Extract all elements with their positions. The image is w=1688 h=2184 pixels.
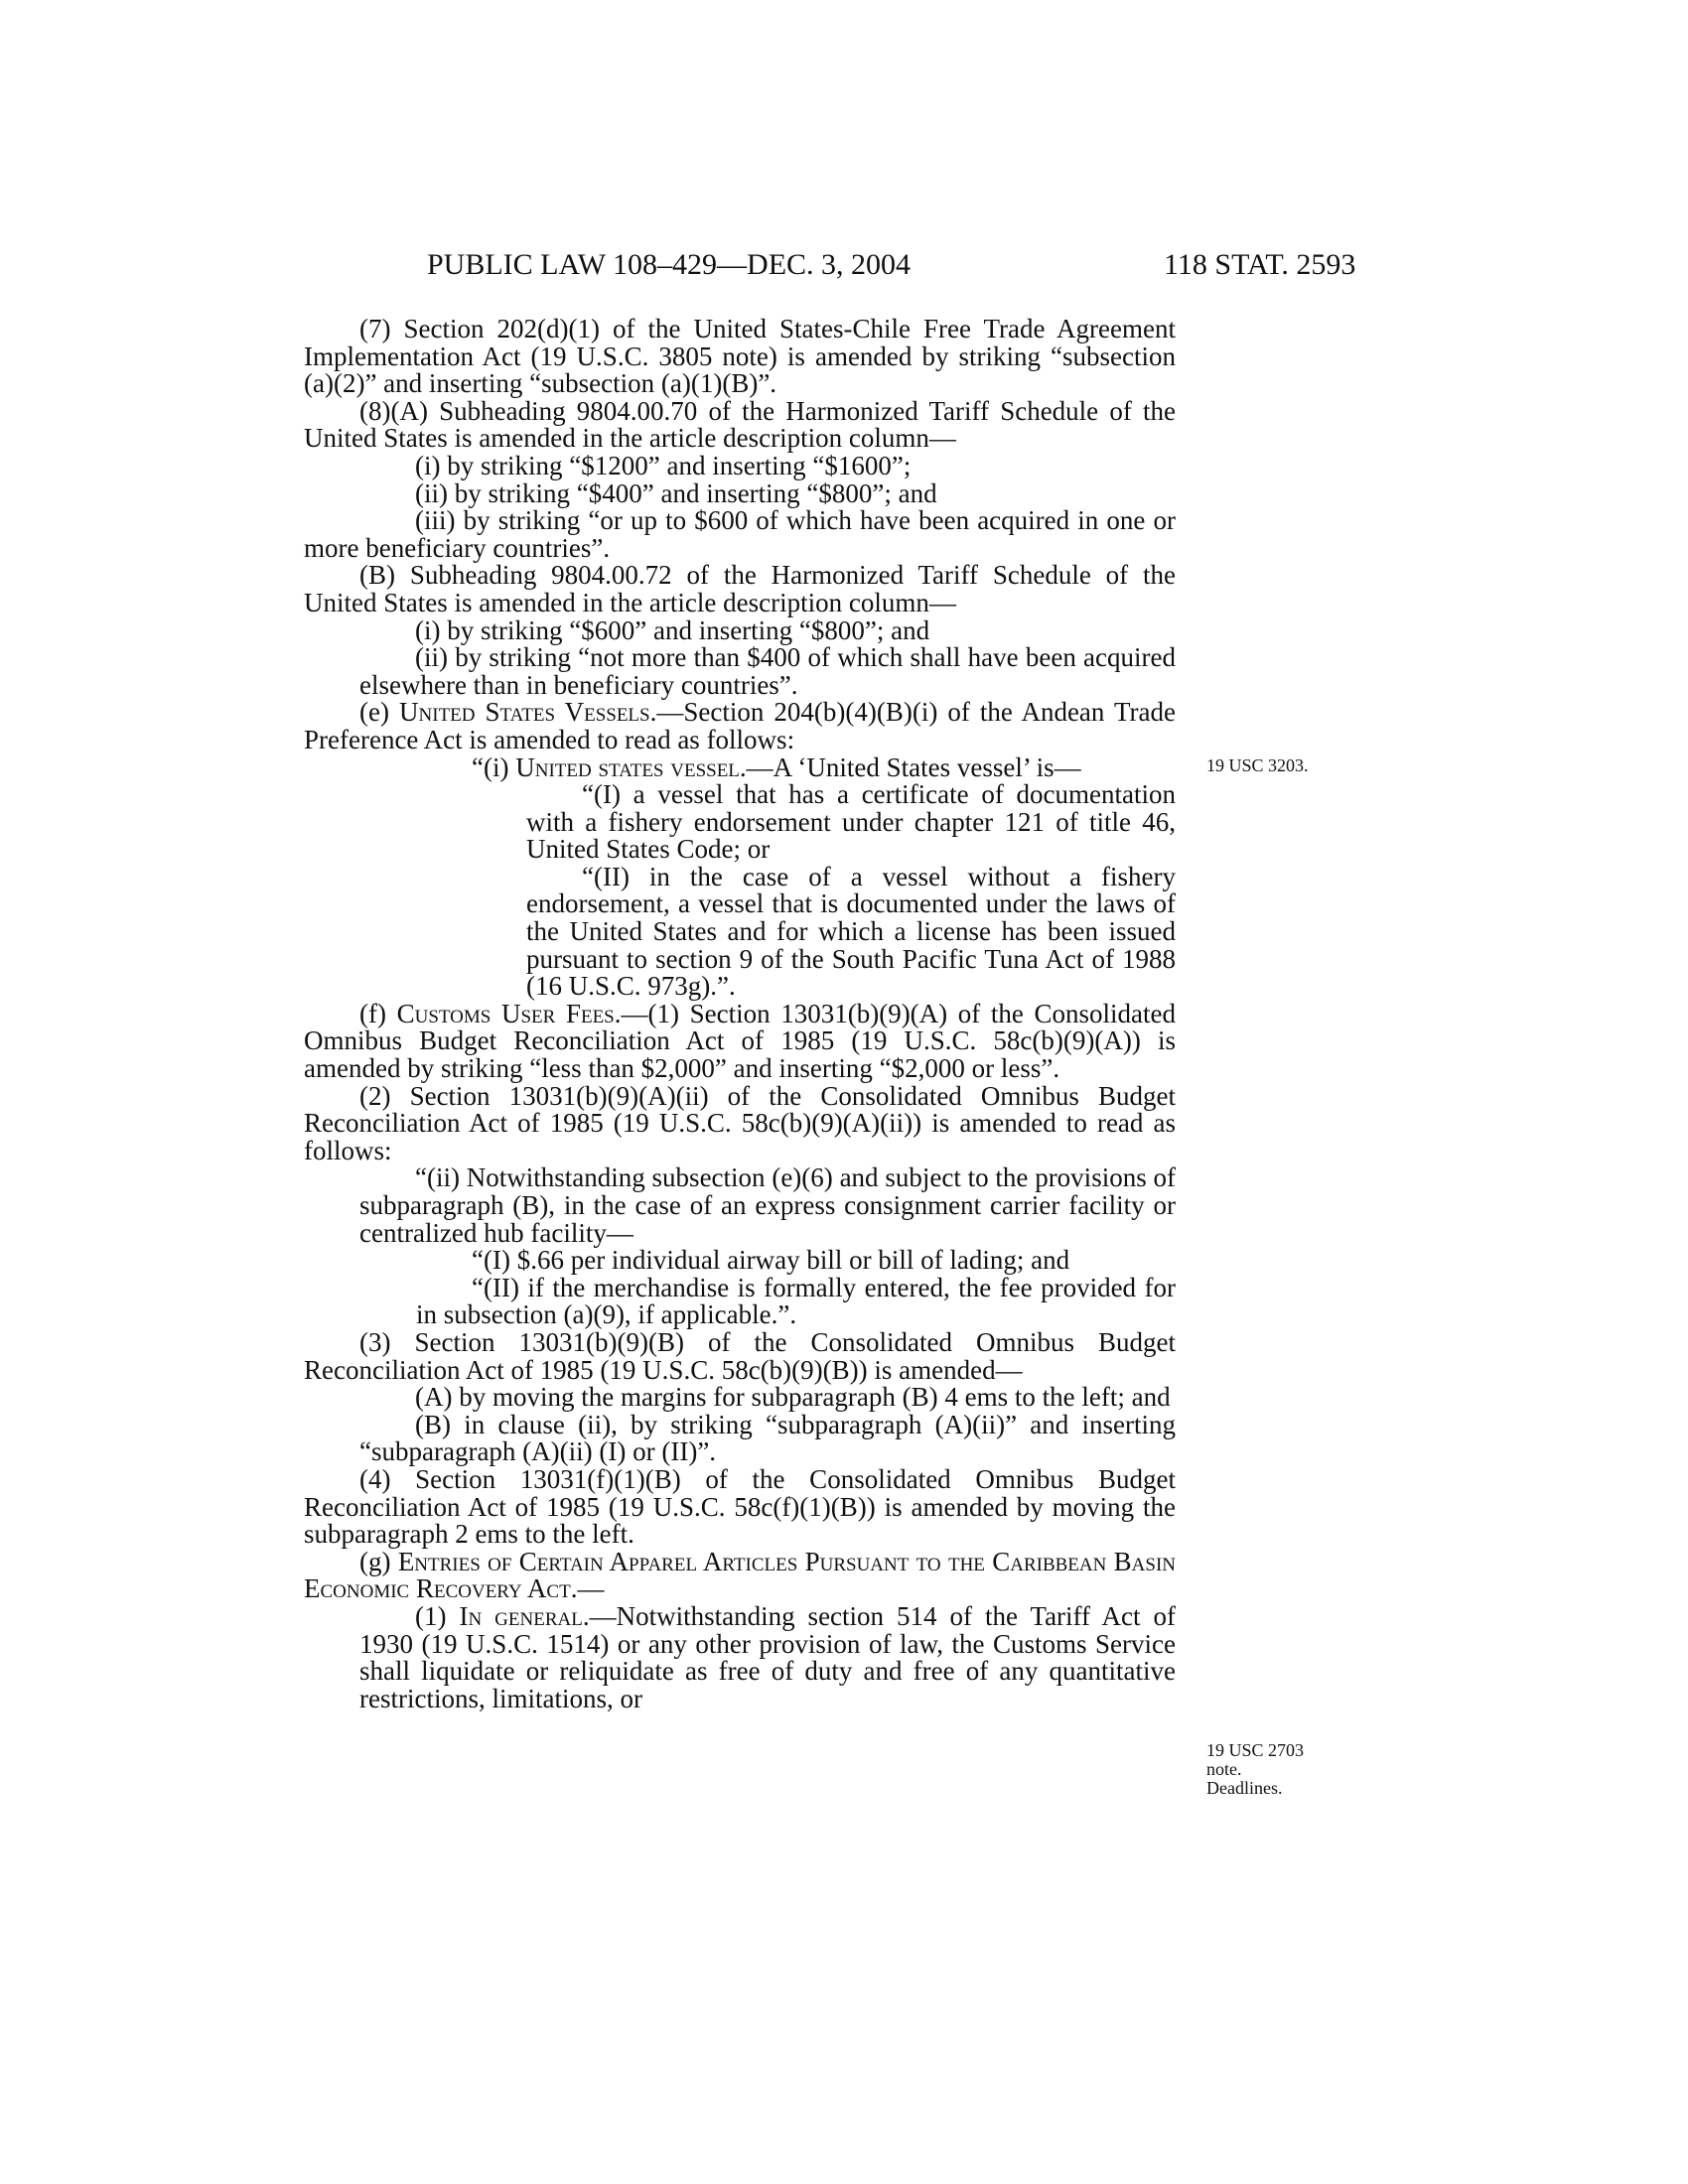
paragraph: (B) Subheading 9804.00.72 of the Harmonized Tariff Schedule of the United States is amended in the article description column— <box>304 560 1176 617</box>
paragraph: (f) Customs User Fees.—(1) Section 13031(b)(9)(A) of the Consolidated Omnibus Budget Reconciliation Act of 1985 (19 U.S.C. 58c(b)(9)(A)) is amended by striking “less than $2,000” and inserting “$2,000 or less”. <box>304 998 1176 1084</box>
paragraph: (g) Entries of Certain Apparel Articles Pursuant to the Caribbean Basin Economic Recovery Act.— <box>304 1546 1177 1604</box>
clause: (A) by moving the margins for subparagraph (B) 4 ems to the left; and <box>415 1382 1171 1413</box>
paragraph: (e) United States Vessels.—Section 204(b)(4)(B)(i) of the Andean Trade Preference Act is amended to read as follows: <box>304 697 1176 754</box>
running-header-title: PUBLIC LAW 108–429—DEC. 3, 2004 <box>427 248 912 281</box>
paragraph-heading: In general <box>459 1600 583 1631</box>
paragraph: (7) Section 202(d)(1) of the United States-Chile Free Trade Agreement Implementation Act (19 U.S.C. 3805 note) is amended by striking “subsection (a)(2)” and inserting “subsection (a)(1)(B)”. <box>304 314 1176 399</box>
margin-note: 19 USC 3203. <box>1206 755 1309 775</box>
clause: (B) in clause (ii), by striking “subparagraph (A)(ii)” and inserting “subparagraph (A)(ii) (I) or (II)”. <box>359 1409 1176 1467</box>
section-heading: Entries of Certain Apparel Articles Pursuant to the Caribbean Basin Economic Recovery Act <box>304 1546 1177 1604</box>
quoted-clause: “(i) United states vessel.—A ‘United States vessel’ is— <box>472 751 1081 782</box>
running-header-page: 118 STAT. 2593 <box>1164 248 1356 281</box>
clause: (i) by striking “$600” and inserting “$800”; and <box>415 614 930 645</box>
quoted-subclause: “(II) if the merchandise is formally entered, the fee provided for in subsection (a)(9), if applicable.”. <box>416 1272 1176 1330</box>
section-heading: United States Vessels <box>399 697 650 728</box>
paragraph: (2) Section 13031(b)(9)(A)(ii) of the Consolidated Omnibus Budget Reconciliation Act of 1985 (19 U.S.C. 58c(b)(9)(A)(ii)) is amended to read as follows: <box>304 1080 1176 1165</box>
paragraph: (8)(A) Subheading 9804.00.70 of the Harmonized Tariff Schedule of the United States is amended in the article description column— <box>304 395 1176 454</box>
paragraph: (4) Section 13031(f)(1)(B) of the Consolidated Omnibus Budget Reconciliation Act of 1985 (19 U.S.C. 58c(f)(1)(B)) is amended by moving the subparagraph 2 ems to the left. <box>304 1463 1176 1550</box>
section-heading: Customs User Fees <box>396 998 615 1028</box>
margin-note: 19 USC 2703 <box>1206 1740 1305 1760</box>
quoted-subclause: “(I) a vessel that has a certificate of documentation with a fishery endorsement under chapter 121 of title 46, United States Code; or <box>526 779 1176 865</box>
clause-heading: United states vessel <box>515 751 740 782</box>
quoted-clause: “(ii) Notwithstanding subsection (e)(6) and subject to the provisions of subparagraph (B), in the case of an express consignment carrier facility or centralized hub facility— <box>359 1162 1176 1248</box>
clause: (ii) by striking “$400” and inserting “$800”; and <box>415 478 937 508</box>
quoted-subclause: “(II) in the case of a vessel without a fishery endorsement, a vessel that is documented under the laws of the United States and for which a license has been issued pursuant to section 9 of the South Pacific Tuna Act of 1988 (16 U.S.C. 973g).”. <box>526 861 1176 1002</box>
clause: (i) by striking “$1200” and inserting “$1600”; <box>415 450 912 480</box>
clause: (iii) by striking “or up to $600 of which have been acquired in one or more beneficiary countries”. <box>304 505 1176 563</box>
paragraph: (3) Section 13031(b)(9)(B) of the Consolidated Omnibus Budget Reconciliation Act of 1985 (19 U.S.C. 58c(b)(9)(B)) is amended— <box>304 1326 1176 1385</box>
margin-note: note. <box>1206 1759 1242 1779</box>
clause: (ii) by striking “not more than $400 of which shall have been acquired elsewhere than in beneficiary countries”. <box>359 642 1176 700</box>
paragraph: (1) In general.—Notwithstanding section 514 of the Tariff Act of 1930 (19 U.S.C. 1514) or any other provision of law, the Customs Service shall liquidate or reliquidate as free of duty and free of any quantitative restrictions, limitations, or <box>359 1600 1176 1713</box>
document-body <box>304 316 1176 1712</box>
quoted-subclause: “(I) $.66 per individual airway bill or bill of lading; and <box>472 1245 1070 1276</box>
margin-note: Deadlines. <box>1206 1778 1283 1798</box>
